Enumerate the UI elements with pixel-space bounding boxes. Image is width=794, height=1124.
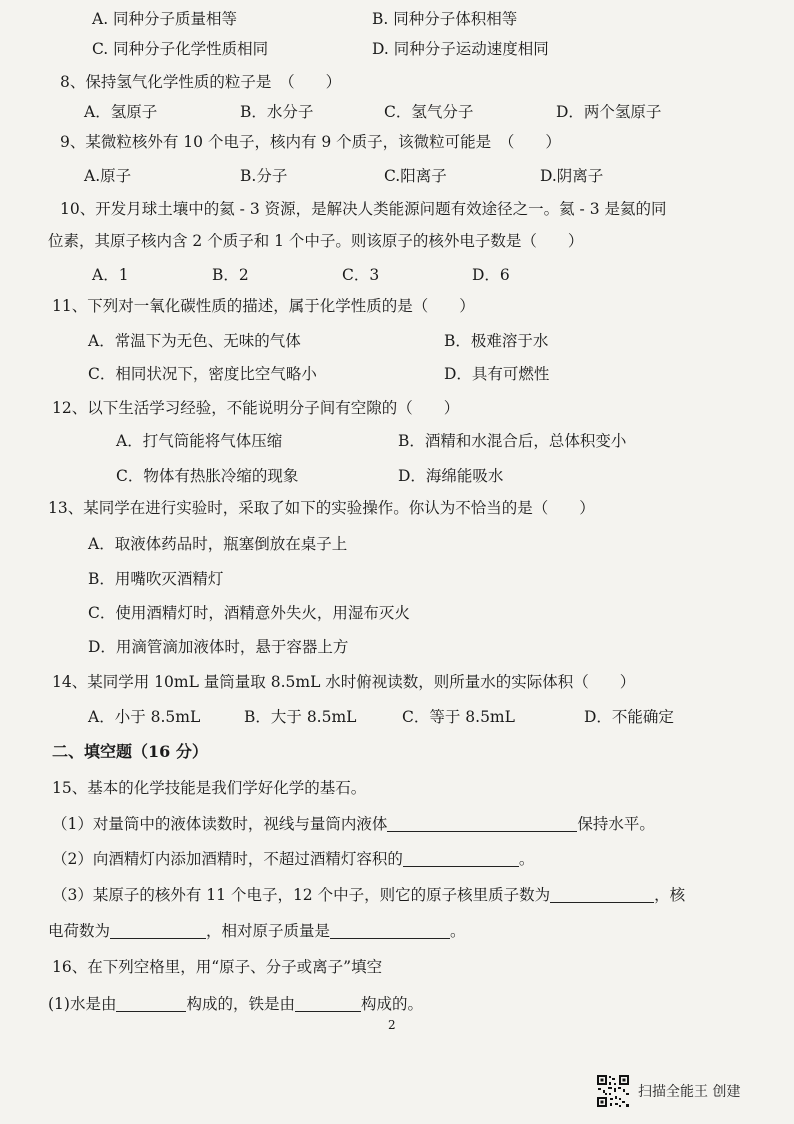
q13-option-b: B．用嘴吹灭酒精灯 <box>88 570 224 588</box>
q15-part2-text: （2）向酒精灯内添加酒精时，不超过酒精灯容积的 <box>52 850 403 868</box>
q10-stem-line2: 位素，其原子核内含 2 个质子和 1 个中子。则该原子的核外电子数是（ ） <box>48 232 584 250</box>
q14-option-b: B．大于 8.5mL <box>244 708 357 726</box>
q16-blank-iron[interactable] <box>295 995 361 1012</box>
q8-option-b: B．水分子 <box>240 103 314 121</box>
q15-part4-mid: ，相对原子质量是 <box>206 922 331 940</box>
q11-option-b: B．极难溶于水 <box>444 332 549 350</box>
q15-part2-blank[interactable] <box>403 850 519 867</box>
q15-part1 <box>52 813 655 835</box>
q10-stem-line1: 10、开发月球土壤中的氦 - 3 资源，是解决人类能源问题有效途径之一。氦 - 3 是氦的同 <box>60 200 667 218</box>
q16-blank-water[interactable] <box>116 995 186 1012</box>
q11-stem: 11、下列对一氧化碳性质的描述，属于化学性质的是（ ） <box>52 297 475 315</box>
q16-stem: 16、在下列空格里，用“原子、分子或离子”填空 <box>52 958 383 976</box>
q7-option-a: A. 同种分子质量相等 <box>92 10 238 28</box>
q16-part1-mid: 构成的，铁是由 <box>186 995 295 1013</box>
q15-part3 <box>52 884 685 906</box>
q15-stem: 15、基本的化学技能是我们学好化学的基石。 <box>52 779 367 797</box>
q12-option-c: C．物体有热胀冷缩的现象 <box>116 467 299 485</box>
q15-part1-text: （1）对量筒中的液体读数时，视线与量筒内液体 <box>52 815 388 833</box>
q15-part2 <box>52 848 534 870</box>
q15-part3-suffix: ，核 <box>654 886 686 904</box>
q8-option-c: C．氢气分子 <box>384 103 474 121</box>
q13-option-a: A．取液体药品时，瓶塞倒放在桌子上 <box>88 535 348 553</box>
q11-option-d: D．具有可燃性 <box>444 365 550 383</box>
q10-option-b: B．2 <box>212 266 249 284</box>
scanner-brand-text: 扫描全能王 创建 <box>638 1084 741 1100</box>
q9-option-a: A.原子 <box>84 167 132 185</box>
q8-option-d: D．两个氢原子 <box>556 103 662 121</box>
q15-part4-blank-mass[interactable] <box>330 922 450 939</box>
q11-option-a: A．常温下为无色、无味的气体 <box>88 332 301 350</box>
q9-option-c: C.阳离子 <box>384 167 447 185</box>
q16-part1 <box>48 993 423 1015</box>
q15-part4 <box>48 920 466 942</box>
q15-part4-text: 电荷数为 <box>48 922 111 940</box>
q8-option-a: A．氢原子 <box>84 103 158 121</box>
q11-option-c: C．相同状况下，密度比空气略小 <box>88 365 317 383</box>
q12-option-a: A．打气筒能将气体压缩 <box>116 432 283 450</box>
q15-part4-blank-charge[interactable] <box>110 922 206 939</box>
q8-stem: 8、保持氢气化学性质的粒子是 （ ） <box>60 73 342 91</box>
q12-option-b: B．酒精和水混合后，总体积变小 <box>398 432 627 450</box>
q10-option-a: A．1 <box>92 266 129 284</box>
q15-part2-suffix: 。 <box>518 850 535 868</box>
q12-option-d: D．海绵能吸水 <box>398 467 504 485</box>
q9-stem: 9、某微粒核外有 10 个电子，核内有 9 个质子，该微粒可能是 （ ） <box>60 133 561 151</box>
q16-part1-suffix: 构成的。 <box>360 995 423 1013</box>
q13-option-d: D．用滴管滴加液体时，悬于容器上方 <box>88 638 349 656</box>
q15-part3-text: （3）某原子的核外有 11 个电子，12 个中子，则它的原子核里质子数为 <box>52 886 551 904</box>
q13-stem: 13、某同学在进行实验时，采取了如下的实验操作。你认为不恰当的是（ ） <box>48 499 595 517</box>
page-number: 2 <box>388 1018 396 1032</box>
q9-option-b: B.分子 <box>240 167 288 185</box>
q15-part1-suffix: 保持水平。 <box>577 815 655 833</box>
q7-option-d: D. 同种分子运动速度相同 <box>372 40 549 58</box>
q15-part1-blank[interactable] <box>387 815 577 832</box>
q14-stem: 14、某同学用 10mL 量筒量取 8.5mL 水时俯视读数，则所量水的实际体积（ ） <box>52 673 636 691</box>
q10-option-c: C．3 <box>342 266 380 284</box>
q14-option-a: A．小于 8.5mL <box>88 708 201 726</box>
q7-option-b: B. 同种分子体积相等 <box>372 10 518 28</box>
q15-part4-suffix: 。 <box>450 922 466 940</box>
q9-option-d: D.阴离子 <box>540 167 604 185</box>
q14-option-d: D．不能确定 <box>584 708 674 726</box>
q12-stem: 12、以下生活学习经验，不能说明分子间有空隙的（ ） <box>52 399 460 417</box>
qr-code-icon <box>596 1074 630 1108</box>
q10-option-d: D．6 <box>472 266 510 284</box>
section-title-fill-in: 二、填空题（16 分） <box>52 742 208 761</box>
q7-option-c: C. 同种分子化学性质相同 <box>92 40 269 58</box>
q16-part1-text: (1)水是由 <box>48 995 117 1013</box>
q15-part3-blank[interactable] <box>550 886 654 903</box>
q13-option-c: C．使用酒精灯时，酒精意外失火，用湿布灭火 <box>88 604 410 622</box>
q14-option-c: C．等于 8.5mL <box>402 708 515 726</box>
scanner-watermark <box>596 1074 740 1108</box>
